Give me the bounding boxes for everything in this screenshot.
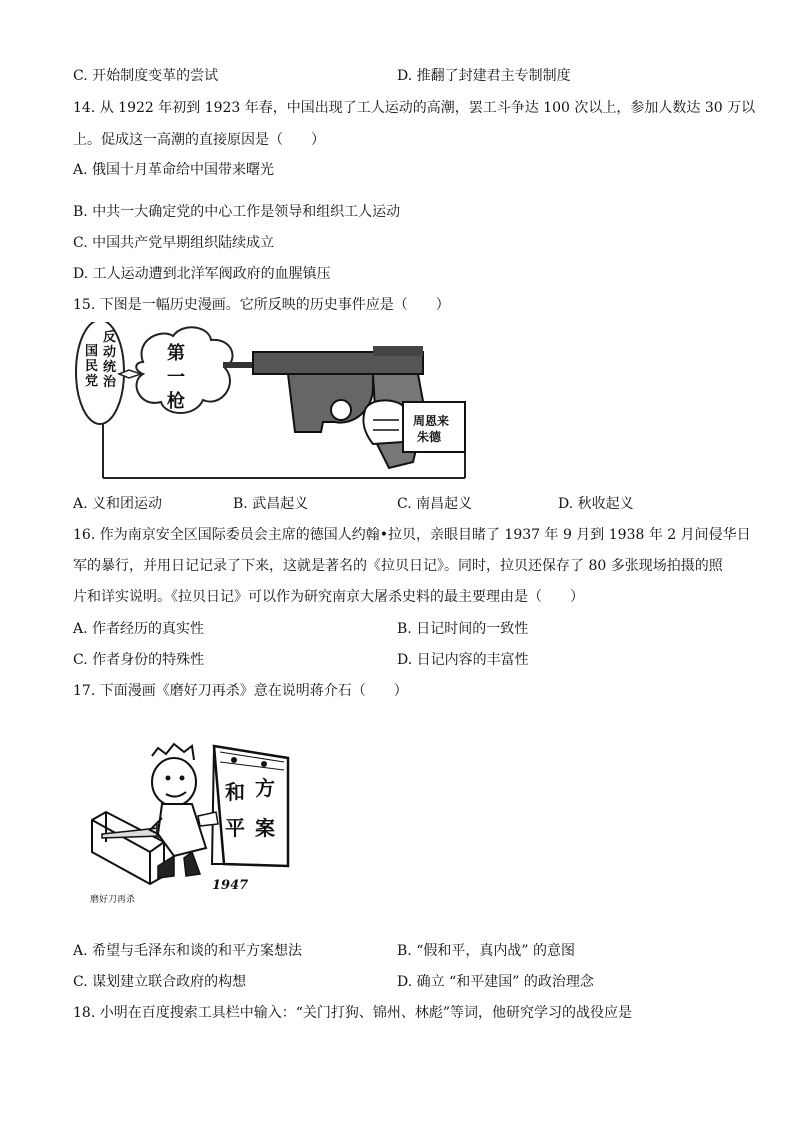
target-side-label: 国民党 [85, 344, 99, 389]
boot-right [184, 852, 200, 876]
hand-label-zhu: 朱德 [417, 430, 442, 444]
cartoon-caption: 磨好刀再杀 [90, 895, 136, 905]
q16-option-a: A. 作者经历的真实性 [73, 621, 205, 637]
gun-cartoon-drawing [73, 322, 473, 484]
q15-option-b: B. 武昌起义 [233, 496, 309, 512]
q14-option-c: C. 中国共产党早期组织陆续成立 [73, 235, 275, 251]
target-top-label: 反动统治 [103, 330, 117, 390]
q17-option-b: B. “假和平，真内战” 的意图 [397, 943, 575, 959]
q17-stem: 17. 下面漫画《磨好刀再杀》意在说明蒋介石（ ） [73, 683, 408, 699]
q15-option-a: A. 义和团运动 [73, 496, 163, 512]
plan-char-an: 案 [255, 816, 275, 840]
whetstone [92, 812, 164, 884]
hand-label-zhou: 周恩来 [413, 414, 450, 428]
q16-stem-line-2: 军的暴行，并用日记记录了下来，这就是著名的《拉贝日记》。同时，拉贝还保存了 80 多张现场拍摄的照 [73, 558, 723, 574]
q16-stem-line-1: 16. 作为南京安全区国际委员会主席的德国人约翰•拉贝，亲眼目睹了 1937 年 9 月到 1938 年 2 月间侵华日 [73, 527, 751, 543]
q16-stem-line-3: 片和详实说明。《拉贝日记》可以作为研究南京大屠杀史料的最主要理由是（ ） [73, 589, 584, 605]
q16-option-b: B. 日记时间的一致性 [397, 621, 529, 637]
q15-stem: 15. 下图是一幅历史漫画。它所反映的历史事件应是（ ） [73, 297, 450, 313]
q18-stem: 18. 小明在百度搜索工具栏中输入：“关门打狗、锦州、林彪”等词，他研究学习的战役应是 [73, 1005, 633, 1021]
q17-option-c: C. 谋划建立联合政府的构想 [73, 974, 247, 990]
gun-muzzle [223, 362, 253, 368]
trigger-guard [331, 400, 351, 420]
body [158, 804, 206, 856]
plan-char-fang: 方 [255, 776, 275, 800]
plan-char-ping: 平 [225, 816, 245, 840]
q14-option-b: B. 中共一大确定党的中心工作是领导和组织工人运动 [73, 204, 401, 220]
peace-plan-board [214, 746, 288, 866]
knife-cartoon [88, 738, 298, 908]
q17-option-a: A. 希望与毛泽东和谈的和平方案想法 [73, 943, 303, 959]
q15-option-d: D. 秋收起义 [558, 496, 634, 512]
q13-option-d: D. 推翻了封建君主专制制度 [397, 68, 571, 84]
q13-option-c: C. 开始制度变革的尝试 [73, 68, 219, 84]
q14-stem-line-2: 上。促成这一高潮的直接原因是（ ） [73, 132, 325, 148]
plan-char-he: 和 [225, 780, 245, 804]
q17-option-d: D. 确立 “和平建国” 的政治理念 [397, 974, 594, 990]
gun-cartoon [73, 322, 473, 484]
q15-option-c: C. 南昌起义 [397, 496, 473, 512]
q16-option-d: D. 日记内容的丰富性 [397, 652, 529, 668]
q16-option-c: C. 作者身份的特殊性 [73, 652, 205, 668]
cartoon-year: 1947 [212, 878, 249, 893]
bubble-label: 第一枪 [167, 343, 185, 412]
q14-stem-line-1: 14. 从 1922 年初到 1923 年春，中国出现了工人运动的高潮，罢工斗争达 100 次以上，参加人数达 30 万以 [73, 100, 756, 116]
gun-frame [288, 374, 373, 432]
head [152, 758, 196, 806]
q14-option-d: D. 工人运动遭到北洋军阀政府的血腥镇压 [73, 266, 331, 282]
q14-option-a: A. 俄国十月革命给中国带来曙光 [73, 162, 275, 178]
